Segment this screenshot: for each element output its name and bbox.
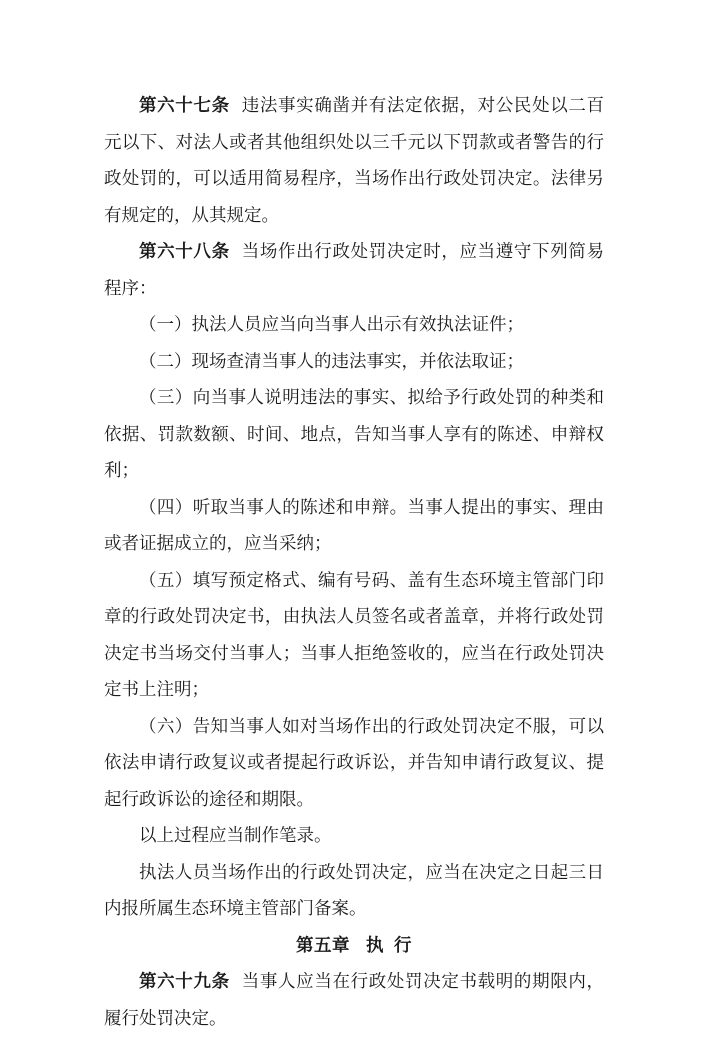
record-note: 以上过程应当制作笔录。 xyxy=(139,826,332,846)
filing-note: 执法人员当场作出的行政处罚决定，应当在决定之日起三日内报所属生态环境主管部门备案。 xyxy=(104,862,604,919)
chapter-number: 第五章 xyxy=(296,935,350,956)
chapter-heading xyxy=(104,928,604,965)
article-69 xyxy=(104,964,604,1037)
article-67-text: 违法事实确凿并有法定依据，对公民处以二百元以下、对法人或者其他组织处以三千元以下罚款或者警告的行政处罚的，可以适用简易程序，当场作出行政处罚决定。法律另有规定的，从其规定。 xyxy=(104,96,605,226)
article-67-number: 第六十七条 xyxy=(139,96,230,116)
article-68-item-1: （一）执法人员应当向当事人出示有效执法证件； xyxy=(139,315,524,335)
article-68-item-3: （三）向当事人说明违法的事实、拟给予行政处罚的种类和依据、罚款数额、时间、地点，告知当事人享有的陈述、申辩权利； xyxy=(104,388,604,481)
article-68-text: 当场作出行政处罚决定时，应当遵守下列简易程序： xyxy=(104,242,605,299)
article-68-number: 第六十八条 xyxy=(139,242,230,262)
article-67 xyxy=(104,88,604,234)
chapter-title-char-2: 行 xyxy=(394,935,412,956)
article-68-item-2: （二）现场查清当事人的违法事实，并依法取证； xyxy=(139,351,524,372)
article-68-item-5: （五）填写预定格式、编有号码、盖有生态环境主管部门印章的行政处罚决定书，由执法人员签名或者盖章，并将行政处罚决定书当场交付当事人；当事人拒绝签收的，应当在行政处罚决定书上注明； xyxy=(104,570,604,700)
article-68-item-6: （六）告知当事人如对当场作出的行政处罚决定不服，可以依法申请行政复议或者提起行政诉讼，并告知申请行政复议、提起行政诉讼的途径和期限。 xyxy=(104,716,604,810)
article-68 xyxy=(104,234,604,307)
article-69-number: 第六十九条 xyxy=(139,972,230,992)
chapter-title-char-1: 执 xyxy=(366,935,384,956)
article-68-item-4: （四）听取当事人的陈述和申辩。当事人提出的事实、理由或者证据成立的，应当采纳； xyxy=(104,497,604,554)
article-69-text: 当事人应当在行政处罚决定书载明的期限内，履行处罚决定。 xyxy=(104,972,605,1029)
document-page xyxy=(104,88,604,1037)
